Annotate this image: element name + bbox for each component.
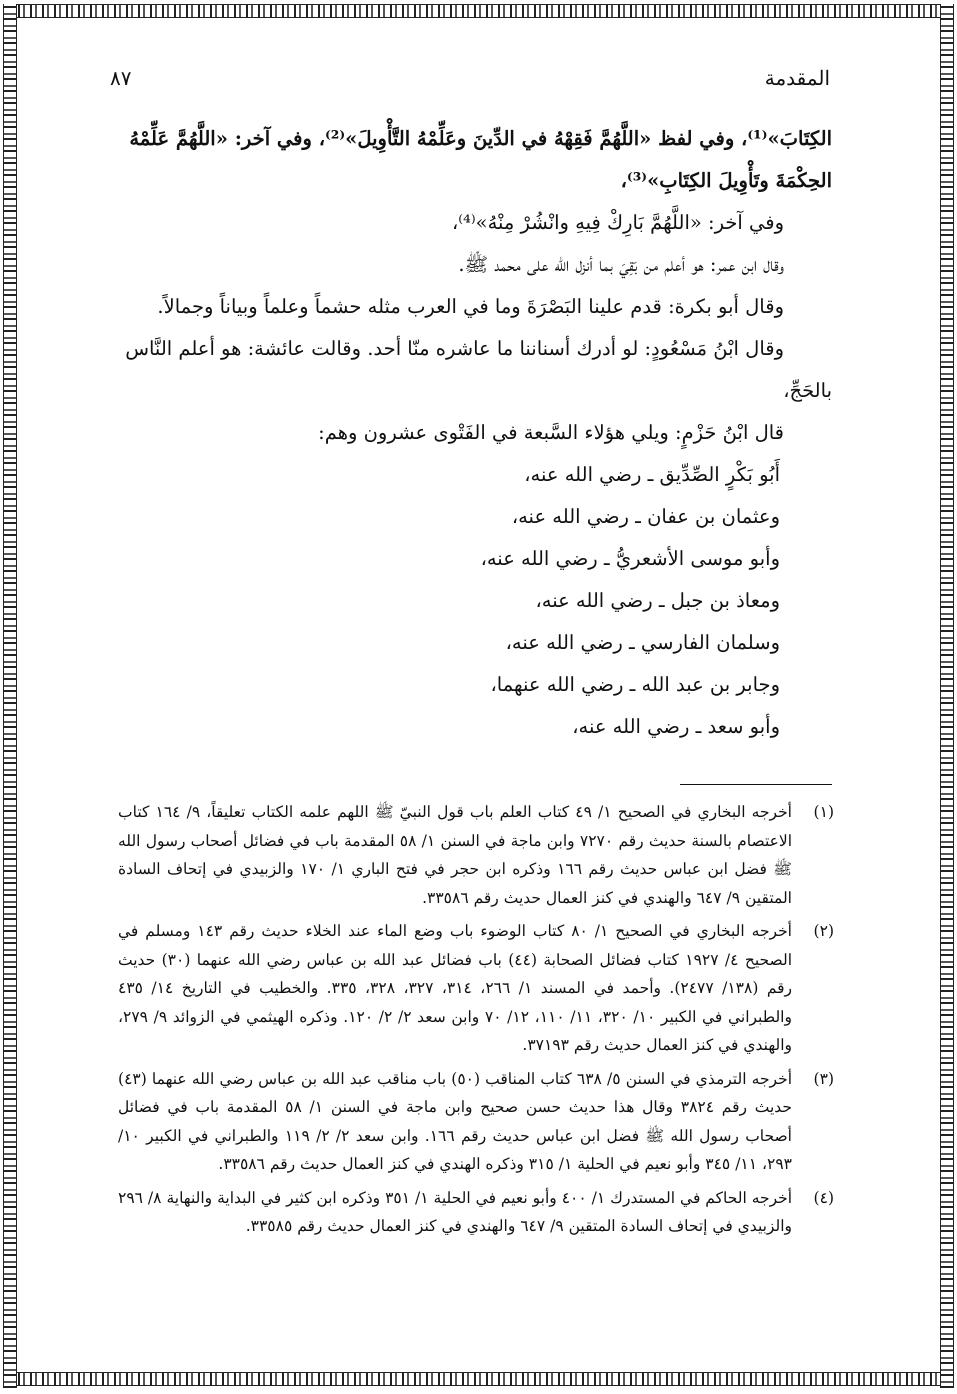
- name-list-item: وأبو سعد ـ رضي الله عنه،: [572, 715, 780, 738]
- name-list-item: أَبُو بَكْرٍ الصِّدِّيق ـ رضي الله عنه،: [524, 463, 780, 486]
- footnotes: [118, 798, 834, 1246]
- page-header: [110, 66, 830, 102]
- footnote: [118, 798, 834, 912]
- page-number: ٨٧: [110, 66, 132, 90]
- footnote-text: أخرجه الترمذي في السنن ٥/ ٦٣٨ كتاب المناقب (٥٠) باب مناقب عبد الله بن عباس رضي الله عنهما (٤٣) حديث رقم ٣٨٢٤ وقال هذا حديث حسن صحيح وابن ماجة في السنن ١/ ٥٨ المقدمة باب في فضائل أصحاب رسول الله ﷺ فضل ابن عباس حديث رقم ١٦٦. وابن سعد ٢/ ٢/ ١١٩ والطبراني في الكبير ١٠/ ٢٩٣، ١١/ ٣٤٥ وأبو نعيم في الحلية ١/ ٣١٥ وذكره الهندي في كنز العمال حديث رقم ٣٣٥٨٦.: [118, 1069, 792, 1173]
- footnote-text: أخرجه الحاكم في المستدرك ١/ ٤٠٠ وأبو نعيم في الحلية ١/ ٣٥١ وذكره ابن كثير في البداية والنهاية ٨/ ٢٩٦ والزبيدي في إتحاف السادة المتقين ٩/ ٦٤٧ والهندي في كنز العمال حديث رقم ٣٣٥٨٥.: [118, 1188, 793, 1235]
- text-line: وقال أبو بكرة: قدم علينا البَصْرَةَ وما في العرب مثله حشماً وعلماً وبياناً وجمالاً.: [157, 295, 784, 318]
- text-line: وفي آخر: «اللَّهُمَّ بَارِكْ فِيهِ وانْشُرْ مِنْهُ»⁽⁴⁾،: [451, 211, 784, 234]
- footnote-separator: [680, 784, 832, 785]
- name-list-item: وعثمان بن عفان ـ رضي الله عنه،: [511, 505, 780, 528]
- footnote-number: (٤): [813, 1188, 834, 1207]
- name-list-item: ومعاذ بن جبل ـ رضي الله عنه،: [535, 589, 780, 612]
- text-line: وقال ابن عمر: هو أعلم من بَقِيَ بما أنزل الله على محمد ﷺ.: [458, 253, 784, 276]
- footnote-number: (١): [813, 803, 834, 821]
- footnote-number: (٣): [813, 1069, 834, 1088]
- footnote: [118, 1065, 834, 1179]
- main-text: [110, 118, 832, 748]
- ornamental-border-top: [6, 4, 951, 18]
- footnote-text: أخرجه البخاري في الصحيح ١/ ٨٠ كتاب الوضوء باب وضع الماء عند الخلاء حديث رقم ١٤٣ ومسلم في الصحيح ٤/ ١٩٢٧ كتاب فضائل الصحابة (٤٤) باب فضائل عبد الله بن عباس رضي الله عنهما (٣٠) حديث رقم (١٣٨/ ٢٤٧٧). وأحمد في المسند ١/ ٢٦٦، ٣١٤، ٣٢٧، ٣٢٨، ٣٣٥. والخطيب في التاريخ ١٤/ ٤٣٥ والطبراني في الكبير ١٠/ ٣٢٠، ١١/ ١١٠، ١٢/ ٧٠ وابن سعد ٢/ ٢/ ١٢٠. وذكره الهيثمي في الزوائد ٩/ ٢٧٩، والهندي في كنز العمال حديث رقم ٣٧١٩٣.: [118, 922, 793, 1054]
- text-line: الحِكْمَةَ وتَأْوِيلَ الكِتَابِ»⁽³⁾،: [620, 169, 832, 192]
- text-line: بالحَجِّ،: [783, 379, 832, 402]
- footnote: [118, 1184, 834, 1241]
- text-line: الكِتَابَ»⁽¹⁾، وفي لفظ «اللَّهُمَّ فَقِهْهُ في الدِّينَ وعَلِّمْهُ التَّأْوِيلَ»⁽²⁾، وفي آخر: «اللَّهُمَّ عَلِّمْهُ: [129, 127, 832, 150]
- name-list-item: وأبو موسى الأشعريُّ ـ رضي الله عنه،: [480, 547, 780, 570]
- footnote-text: أخرجه البخاري في الصحيح ١/ ٤٩ كتاب العلم باب قول النبيّ ﷺ اللهم علمه الكتاب تعليقاً، ٩/ ١٦٤ كتاب الاعتصام بالسنة حديث رقم ٧٢٧٠ وابن ماجة في السنن ١/ ٥٨ المقدمة باب في فضائل أصحاب رسول الله ﷺ فضل ابن عباس حديث رقم ١٦٦ وذكره ابن حجر في فتح الباري ١/ ١٧٠ والزبيدي في إتحاف السادة المتقين ٩/ ٦٤٧ والهندي في كنز العمال حديث رقم ٣٣٥٨٦.: [118, 803, 793, 907]
- footnote-number: (٢): [813, 922, 834, 940]
- footnote: [118, 917, 834, 1060]
- text-line: قال ابْنُ حَزْمٍ: ويلي هؤلاء السَّبعة في الفَتْوى عشرون وهم:: [318, 421, 784, 444]
- ornamental-border-right: [940, 4, 954, 1388]
- text-line: وقال ابْنُ مَسْعُودٍ: لو أدرك أسناننا ما عاشره منّا أحد. وقالت عائشة: هو أعلم النَّاس: [125, 337, 784, 360]
- ornamental-border-left: [3, 4, 17, 1388]
- name-list-item: وجابر بن عبد الله ـ رضي الله عنهما،: [490, 673, 780, 696]
- ornamental-border-bottom: [6, 1372, 951, 1386]
- name-list-item: وسلمان الفارسي ـ رضي الله عنه،: [505, 631, 780, 654]
- running-head: المقدمة: [764, 66, 830, 90]
